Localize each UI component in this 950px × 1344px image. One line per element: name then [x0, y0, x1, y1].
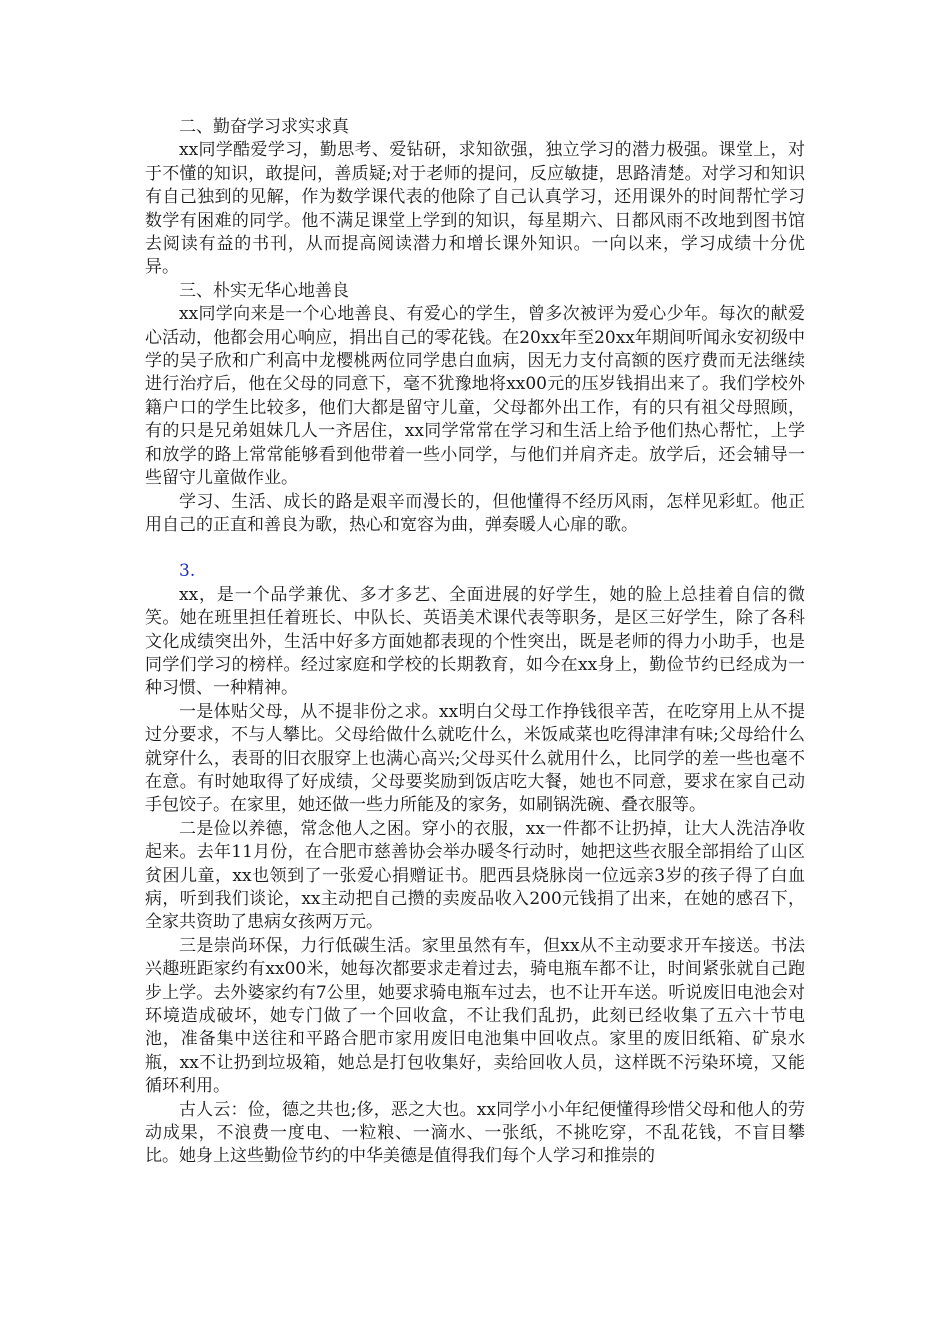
section-heading-3: 三、朴实无华心地善良: [179, 280, 349, 301]
blank-line: [145, 537, 805, 560]
paragraph-closing: 学习、生活、成长的路是艰辛而漫长的，但他懂得不经历风雨，怎样见彩虹。他正用自己的正直和善良为歌，热心和宽容为曲，弹奏暖人心扉的歌。: [145, 491, 805, 535]
paragraph-point-2: 二是俭以养德，常念他人之困。穿小的衣服，xx一件都不让扔掉，让大人洗洁净收起来。去年11月份，在合肥市慈善协会举办暖冬行动时，她把这些衣服全部捐给了山区贫困儿童，xx也领到了一张爱心捐赠证书。肥西县烧脉岗一位远亲3岁的孩子得了白血病，听到我们谈论，xx主动把自己攒的卖废品收入200元钱捐了出来，在她的感召下，全家共资助了患病女孩两万元。: [145, 818, 805, 933]
paragraph-kindness: xx同学向来是一个心地善良、有爱心的学生，曾多次被评为爱心少年。每次的献爱心活动，他都会用心响应，捐出自己的零花钱。在20xx年至20xx年期间听闻永安初级中学的吴子欣和广利高中龙樱桃两位同学患白血病，因无力支付高额的医疗费而无法继续进行治疗后，他在父母的同意下，毫不犹豫地将xx00元的压岁钱捐出来了。我们学校外籍户口的学生比较多，他们大都是留守儿童，父母都外出工作，有的只有祖父母照顾，有的只是兄弟姐妹几人一齐居住，xx同学常常在学习和生活上给予他们热心帮忙，上学和放学的路上常常能够看到他带着一些小同学，与他们并肩齐走。放学后，还会辅导一些留守儿童做作业。: [145, 304, 805, 489]
section-heading-2: 二、勤奋学习求实求真: [179, 117, 349, 137]
essay-number: 3.: [179, 561, 196, 582]
document-body: [145, 116, 805, 1169]
paragraph-intro: xx，是一个品学兼优、多才多艺、全面进展的好学生，她的脸上总挂着自信的微笑。她在班里担任着班长、中队长、英语美术课代表等职务，是区三好学生，除了各科文化成绩突出外，生活中好多方面她都表现的个性突出，既是老师的得力小助手，也是同学们学习的榜样。经过家庭和学校的长期教育，如今在xx身上，勤俭节约已经成为一种习惯、一种精神。: [145, 584, 805, 699]
paragraph-conclusion: 古人云：俭，德之共也;侈，恶之大也。xx同学小小年纪便懂得珍惜父母和他人的劳动成果，不浪费一度电、一粒粮、一滴水、一张纸，不挑吃穿，不乱花钱，不盲目攀比。她身上这些勤俭节约的中华美德是值得我们每个人学习和推崇的: [145, 1099, 805, 1167]
paragraph-point-3: 三是崇尚环保，力行低碳生活。家里虽然有车，但xx从不主动要求开车接送。书法兴趣班距家约有xx00米，她每次都要求走着过去，骑电瓶车都不让，时间紧张就自己跑步上学。去外婆家约有7公里，她要求骑电瓶车过去，也不让开车送。听说废旧电池会对环境造成破坏，她专门做了一个回收盒，不让我们乱扔，此刻已经收集了五六十节电池，准备集中送往和平路合肥市家用废旧电池集中回收点。家里的废旧纸箱、矿泉水瓶，xx不让扔到垃圾箱，她总是打包收集好，卖给回收人员，这样既不污染环境，又能循环利用。: [145, 935, 805, 1097]
paragraph-study: xx同学酷爱学习，勤思考、爱钻研，求知欲强，独立学习的潜力极强。课堂上，对于不懂的知识，敢提问，善质疑;对于老师的提问，反应敏捷，思路清楚。对学习和知识有自己独到的见解，作为数学课代表的他除了自己认真学习，还用课外的时间帮忙学习数学有困难的同学。他不满足课堂上学到的知识，每星期六、日都风雨不改地到图书馆去阅读有益的书刊，从而提高阅读潜力和增长课外知识。一向以来，学习成绩十分优异。: [145, 140, 805, 278]
paragraph-point-1: 一是体贴父母，从不提非份之求。xx明白父母工作挣钱很辛苦，在吃穿用上从不提过分要求，不与人攀比。父母给做什么就吃什么，米饭咸菜也吃得津津有味;父母给什么就穿什么，表哥的旧衣服穿上也满心高兴;父母买什么就用什么，比同学的差一些也毫不在意。有时她取得了好成绩，父母要奖励到饭店吃大餐，她也不同意，要求在家自己动手包饺子。在家里，她还做一些力所能及的家务，如刷锅洗碗、叠衣服等。: [145, 701, 805, 816]
